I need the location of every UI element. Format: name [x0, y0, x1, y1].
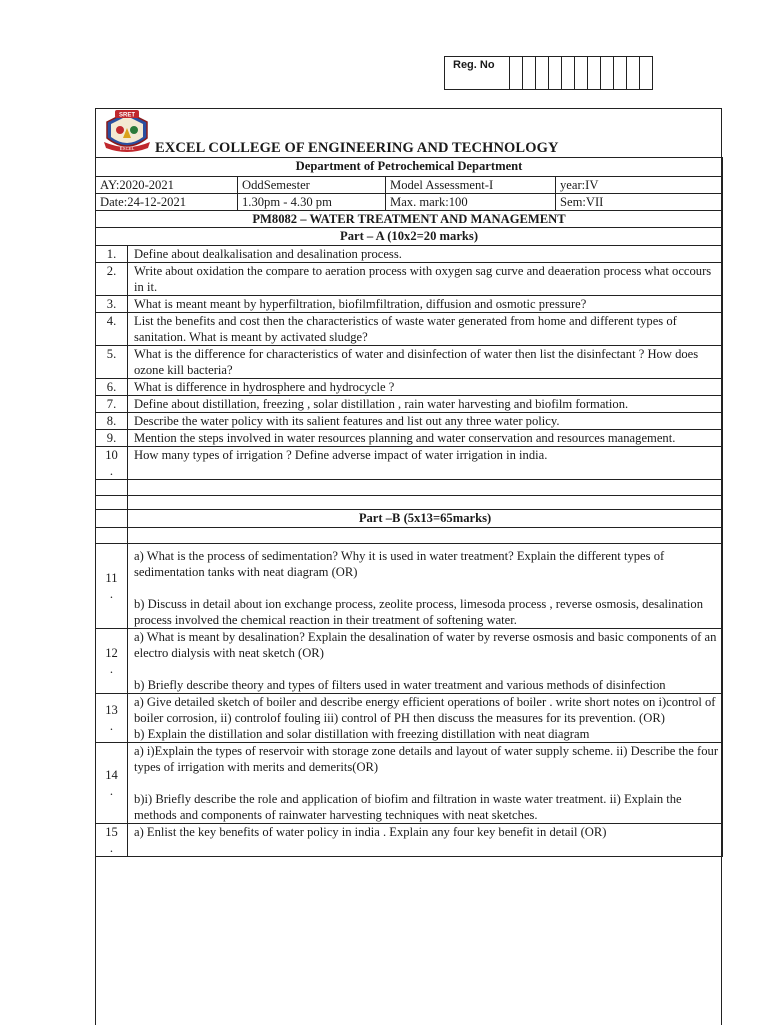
question-row [96, 396, 723, 413]
question-row [96, 430, 723, 447]
reg-no-label: Reg. No [445, 57, 510, 90]
reg-no-digit-box[interactable] [549, 57, 562, 90]
exam-date: Date:24-12-2021 [96, 194, 238, 211]
reg-no-digit-box[interactable] [575, 57, 588, 90]
question-option-a: a) Give detailed sketch of boiler and describe energy efficient operations of boiler . write short notes on i)control of boiler corrosion, ii) controlof fouling iii) control of PH then discuss the measures for its prevention. (OR) [134, 695, 716, 725]
reg-no-digit-box[interactable] [640, 57, 653, 90]
question-text: Define about distillation, freezing , solar distillation , rain water harvesting and biofilm formation. [128, 396, 723, 413]
college-name: EXCEL COLLEGE OF ENGINEERING AND TECHNOLOGY [155, 140, 559, 156]
question-row [96, 379, 723, 396]
question-row [96, 447, 723, 480]
question-block [128, 629, 723, 694]
svg-text:EXCEL: EXCEL [119, 146, 135, 151]
question-text: Define about dealkalisation and desalination process. [128, 246, 723, 263]
question-text: Describe the water policy with its salient features and list out any three water policy. [128, 413, 723, 430]
question-text: Write about oxidation the compare to aeration process with oxygen sag curve and deaeration process what occours in it. [128, 263, 723, 296]
spacer-cell [128, 528, 723, 544]
spacer-cell [96, 510, 128, 528]
reg-no-digit-box[interactable] [510, 57, 523, 90]
question-number: 15 . [96, 824, 128, 857]
spacer-cell [128, 480, 723, 496]
subject-title: PM8082 – WATER TREATMENT AND MANAGEMENT [96, 211, 723, 228]
college-logo-icon [101, 108, 153, 156]
question-text: What is the difference for characteristics of water and disinfection of water then list the disinfectant ? How does ozone kill bacteria? [128, 346, 723, 379]
assessment: Model Assessment-I [386, 177, 556, 194]
question-number: 5. [96, 346, 128, 379]
question-row [96, 263, 723, 296]
question-text: What is meant meant by hyperfiltration, biofilmfiltration, diffusion and osmotic pressure? [128, 296, 723, 313]
spacer-cell [96, 528, 128, 544]
question-row [96, 544, 723, 629]
reg-no-digit-box[interactable] [588, 57, 601, 90]
question-number: 10 . [96, 447, 128, 480]
reg-no-digit-box[interactable] [601, 57, 614, 90]
sem: Sem:VII [556, 194, 723, 211]
svg-text:SRET: SRET [118, 112, 136, 119]
question-row [96, 413, 723, 430]
spacer-cell [128, 496, 723, 510]
question-number: 2. [96, 263, 128, 296]
question-block [128, 544, 723, 629]
question-number: 12 . [96, 629, 128, 694]
question-text: What is difference in hydrosphere and hydrocycle ? [128, 379, 723, 396]
question-option-b: b) Briefly describe theory and types of filters used in water treatment and various methods of disinfection [134, 678, 666, 692]
reg-no-box [444, 56, 653, 90]
question-number: 14 . [96, 743, 128, 824]
spacer-cell [96, 496, 128, 510]
question-block [128, 743, 723, 824]
question-text: List the benefits and cost then the characteristics of waste water generated from home and different types of sanitation. What is meant by activated sludge? [128, 313, 723, 346]
question-text: How many types of irrigation ? Define adverse impact of water irrigation in india. [128, 447, 723, 480]
part-a-title: Part – A (10x2=20 marks) [96, 228, 723, 246]
question-number: 13 . [96, 694, 128, 743]
question-option-b: b)i) Briefly describe the role and application of biofim and filtration in waste water treatment. ii) Explain the methods and components of rainwater harvesting techniques with neat sketches. [134, 792, 682, 822]
question-option-a: a) What is the process of sedimentation? Why it is used in water treatment? Explain the different types of sedimentation tanks with neat diagram (OR) [134, 549, 665, 579]
question-row [96, 246, 723, 263]
question-block [128, 824, 723, 857]
reg-no-digit-box[interactable] [627, 57, 640, 90]
question-number: 4. [96, 313, 128, 346]
reg-no-digit-box[interactable] [614, 57, 627, 90]
question-number: 9. [96, 430, 128, 447]
question-row [96, 824, 723, 857]
part-b-title: Part –B (5x13=65marks) [128, 510, 723, 528]
question-row [96, 629, 723, 694]
academic-year: AY:2020-2021 [96, 177, 238, 194]
reg-no-digit-box[interactable] [562, 57, 575, 90]
question-row [96, 694, 723, 743]
question-paper-table [95, 157, 723, 857]
question-option-a: a) What is meant by desalination? Explain the desalination of water by reverse osmosis and basic components of an electro dialysis with neat sketch (OR) [134, 630, 717, 660]
question-option-b: b) Explain the distillation and solar distillation with freezing distillation with neat diagram [134, 727, 590, 741]
question-number: 3. [96, 296, 128, 313]
department-title: Department of Petrochemical Department [96, 158, 723, 177]
question-row [96, 296, 723, 313]
question-number: 7. [96, 396, 128, 413]
question-number: 11 . [96, 544, 128, 629]
question-option-a: a) Enlist the key benefits of water policy in india . Explain any four key benefit in detail (OR) [134, 825, 607, 839]
question-option-b: b) Discuss in detail about ion exchange process, zeolite process, limesoda process , reverse osmosis, desalination process involved the chemical reaction in their treatment of softening water. [134, 597, 704, 627]
max-mark: Max. mark:100 [386, 194, 556, 211]
semester: OddSemester [238, 177, 386, 194]
year: year:IV [556, 177, 723, 194]
question-number: 6. [96, 379, 128, 396]
question-number: 8. [96, 413, 128, 430]
reg-no-digit-box[interactable] [523, 57, 536, 90]
question-block [128, 694, 723, 743]
question-option-a: a) i)Explain the types of reservoir with storage zone details and layout of water supply scheme. ii) Describe the four types of irrigation with merits and demerits(OR) [134, 744, 719, 774]
question-text: Mention the steps involved in water resources planning and water conservation and resources management. [128, 430, 723, 447]
question-number: 1. [96, 246, 128, 263]
question-row [96, 346, 723, 379]
exam-time: 1.30pm - 4.30 pm [238, 194, 386, 211]
spacer-cell [96, 480, 128, 496]
question-row [96, 313, 723, 346]
reg-no-digit-box[interactable] [536, 57, 549, 90]
question-row [96, 743, 723, 824]
